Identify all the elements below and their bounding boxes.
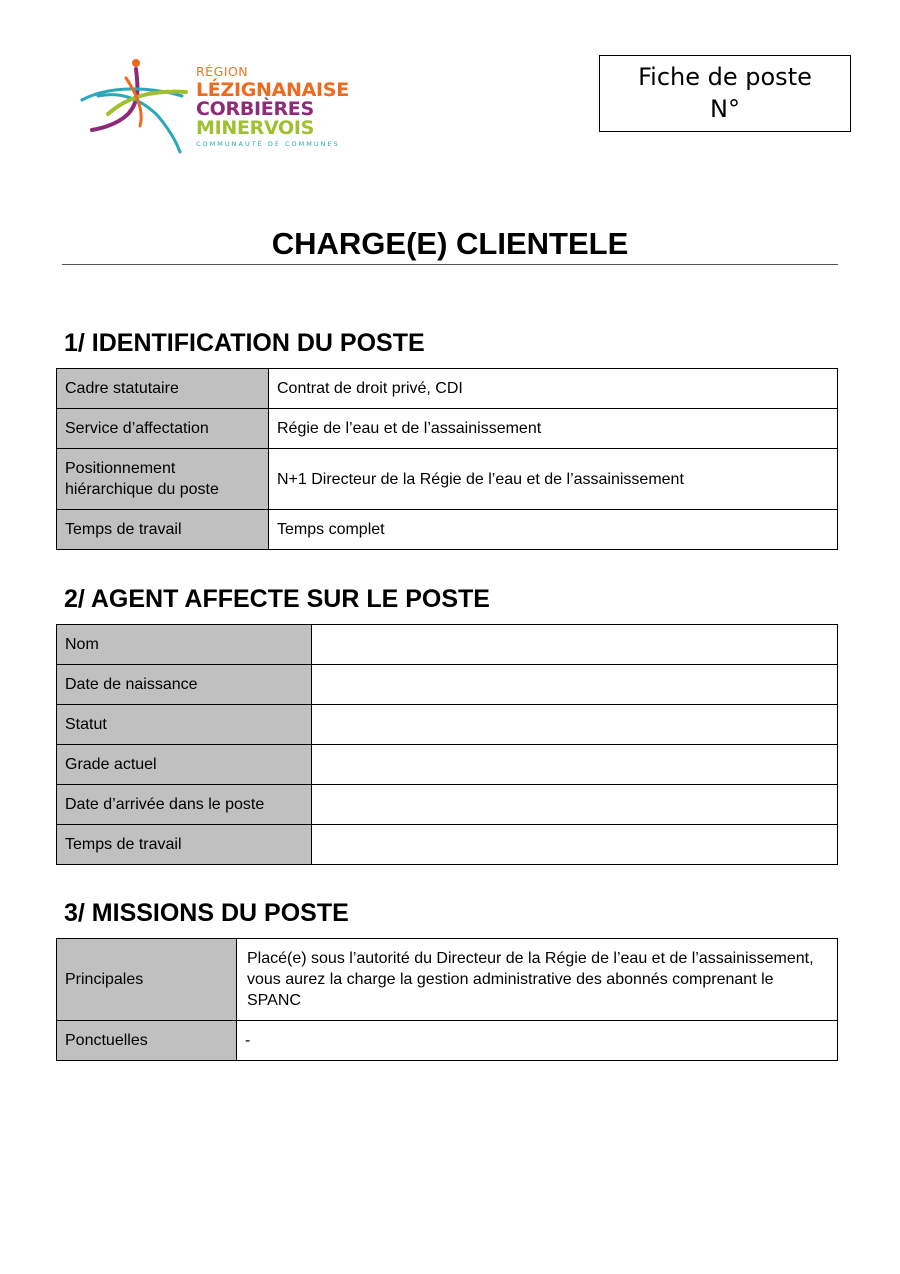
row-label: Temps de travail: [57, 825, 312, 865]
agent-table: [56, 624, 838, 865]
logo-region: RÉGION: [196, 64, 249, 79]
row-label: Cadre statutaire: [57, 369, 269, 409]
row-value: Placé(e) sous l’autorité du Directeur de la Régie de l’eau et de l’assainissement, vous aurez la charge la gestion administrative des abonnés comprenant le SPANC: [237, 939, 838, 1021]
row-label: Nom: [57, 625, 312, 665]
identification-table: [56, 368, 838, 550]
page-title: CHARGE(E) CLIENTELE: [271, 226, 629, 261]
logo: [78, 56, 348, 162]
row-label: Grade actuel: [57, 745, 312, 785]
row-label: Date de naissance: [57, 665, 312, 705]
section-3-heading: 3/ MISSIONS DU POSTE: [64, 899, 349, 927]
fiche-number: N°: [710, 95, 740, 123]
table-row: [57, 625, 838, 665]
row-label: Date d’arrivée dans le poste: [57, 785, 312, 825]
row-label: Statut: [57, 705, 312, 745]
row-label: Ponctuelles: [57, 1021, 237, 1061]
table-row: [57, 665, 838, 705]
row-value: Contrat de droit privé, CDI: [269, 369, 838, 409]
logo-minervois: MINERVOIS: [196, 116, 315, 139]
table-row: [57, 409, 838, 449]
row-value: Régie de l’eau et de l’assainissement: [269, 409, 838, 449]
table-row: [57, 785, 838, 825]
logo-swirl-icon: [78, 56, 198, 162]
row-value[interactable]: [312, 825, 838, 865]
fiche-label: Fiche de poste: [638, 63, 812, 91]
title-divider: [62, 264, 838, 265]
table-row: [57, 705, 838, 745]
table-row: [57, 510, 838, 550]
section-2-heading: 2/ AGENT AFFECTE SUR LE POSTE: [64, 585, 490, 613]
table-row: [57, 825, 838, 865]
logo-corbieres: CORBIÈRES: [196, 97, 314, 120]
row-value[interactable]: [312, 745, 838, 785]
table-row: [57, 745, 838, 785]
row-value[interactable]: [312, 705, 838, 745]
row-label: Temps de travail: [57, 510, 269, 550]
logo-communaute: COMMUNAUTÉ DE COMMUNES: [196, 139, 340, 148]
row-value[interactable]: [312, 785, 838, 825]
table-row: [57, 449, 838, 510]
section-1-heading: 1/ IDENTIFICATION DU POSTE: [64, 329, 425, 357]
row-value[interactable]: [312, 625, 838, 665]
missions-table: [56, 938, 838, 1061]
fiche-de-poste-box: [599, 55, 851, 132]
row-value: -: [237, 1021, 838, 1061]
table-row: [57, 369, 838, 409]
row-label: Service d’affectation: [57, 409, 269, 449]
row-value[interactable]: [312, 665, 838, 705]
row-value: N+1 Directeur de la Régie de l’eau et de l’assainissement: [269, 449, 838, 510]
logo-lezignanaise: LÉZIGNANAISE: [196, 78, 349, 101]
table-row: [57, 939, 838, 1021]
table-row: [57, 1021, 838, 1061]
row-label: Positionnement hiérarchique du poste: [57, 449, 269, 510]
row-value: Temps complet: [269, 510, 838, 550]
row-label: Principales: [57, 939, 237, 1021]
